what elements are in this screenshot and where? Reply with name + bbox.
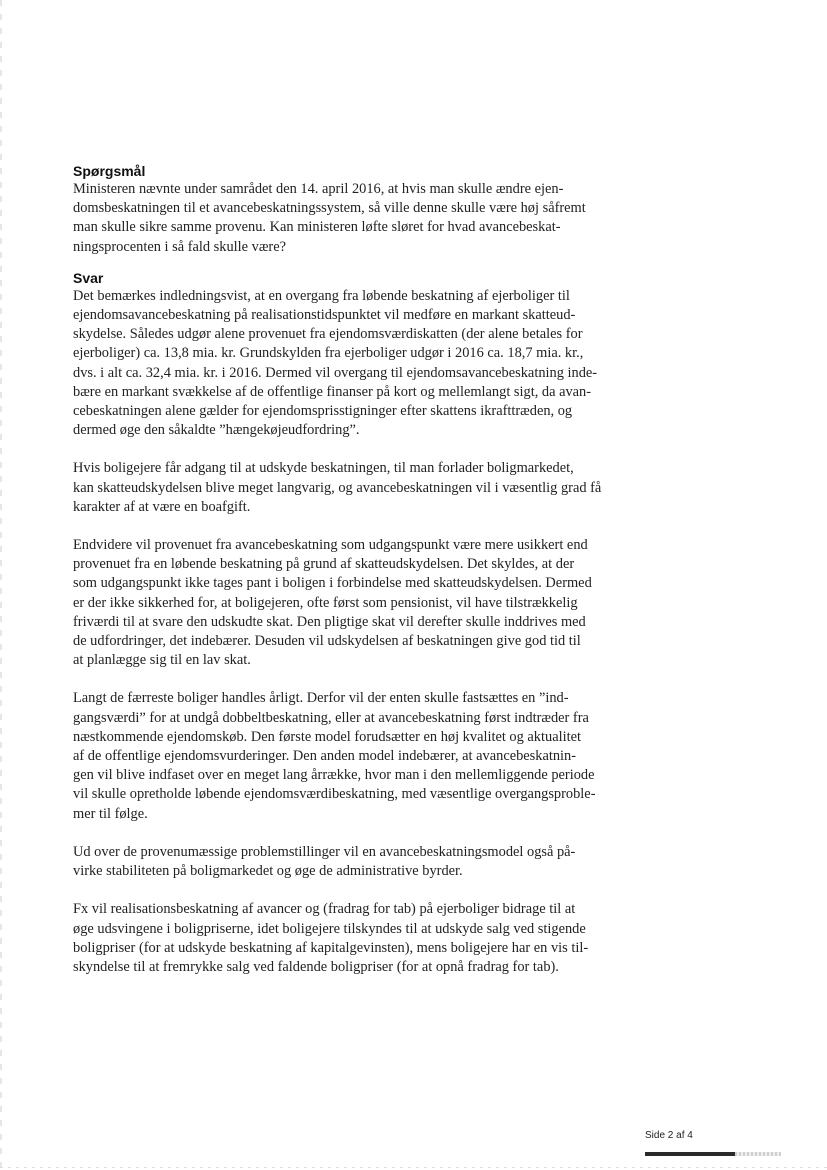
- text-line: Hvis boligejere får adgang til at udskyde beskatningen, til man forlader boligmarkedet,: [73, 460, 574, 477]
- section-heading: Spørgsmål: [73, 163, 146, 179]
- paragraph: [73, 536, 613, 670]
- text-line: dermed øge den såkaldte ”hængekøjeudfordring”.: [73, 422, 360, 439]
- text-line: ejerboliger) ca. 13,8 mia. kr. Grundskylden fra ejerboliger udgør i 2016 ca. 18,7 mia. kr.,: [73, 345, 584, 362]
- text-line: kan skatteudskydelsen blive meget langvarig, og avancebeskatningen vil i væsentlig grad få: [73, 479, 602, 496]
- paragraph: [73, 459, 613, 517]
- text-line: gen vil blive indfaset over en meget lang årrække, hvor man i den mellemliggende periode: [73, 767, 595, 784]
- footer-rule: [645, 1152, 781, 1156]
- text-line: bære en markant svækkelse af de offentlige finanser på kort og mellemlangt sigt, da avan-: [73, 383, 592, 400]
- page-number: Side 2 af 4: [645, 1130, 693, 1141]
- scan-edge-bottom: [0, 1167, 827, 1168]
- text-line: karakter af at være en boafgift.: [73, 498, 251, 515]
- text-line: domsbeskatningen til et avancebeskatningssystem, så ville denne skulle være høj såfremt: [73, 200, 586, 217]
- paragraph-spacer: [73, 670, 613, 689]
- scan-edge-left: [0, 0, 2, 1170]
- text-line: Fx vil realisationsbeskatning af avancer og (fradrag for tab) på ejerboliger bidrage til at: [73, 901, 576, 918]
- section-0: [73, 162, 613, 257]
- text-line: gangsværdi” for at undgå dobbeltbeskatning, eller at avancebeskatning først indtræder fra: [73, 709, 589, 726]
- text-line: man skulle sikre samme provenu. Kan ministeren løfte sløret for hvad avancebeskat-: [73, 219, 561, 236]
- text-line: skydelse. Således udgør alene provenuet fra ejendomsværdiskatten (der alene betales for: [73, 326, 583, 343]
- text-line: Langt de færreste boliger handles årligt. Derfor vil der enten skulle fastsættes en ”ind-: [73, 690, 569, 707]
- text-line: Ud over de provenumæssige problemstillinger vil en avancebeskatningsmodel også på-: [73, 843, 576, 860]
- text-line: er der ikke sikkerhed for, at boligejeren, ofte først som pensionist, vil have tilstrækkelig: [73, 594, 578, 611]
- paragraph: [73, 180, 613, 257]
- text-line: cebeskatningen alene gælder for ejendomsprisstigninger efter skattens ikrafttræden, og: [73, 403, 573, 420]
- text-line: skyndelse til at fremrykke salg ved faldende boligpriser (for at opnå fradrag for tab).: [73, 958, 559, 975]
- paragraph: [73, 689, 613, 823]
- text-line: af de offentlige ejendomsvurderinger. Den anden model indebærer, at avancebeskatnin-: [73, 748, 577, 765]
- text-line: næstkommende ejendomskøb. Den første model forudsætter en høj kvalitet og aktualitet: [73, 728, 581, 745]
- text-line: virke stabiliteten på boligmarkedet og øge de administrative byrder.: [73, 863, 463, 880]
- text-line: Endvidere vil provenuet fra avancebeskatning som udgangspunkt være mere usikkert end: [73, 537, 588, 554]
- paragraph-spacer: [73, 440, 613, 459]
- text-line: at planlægge sig til en lav skat.: [73, 652, 251, 669]
- text-line: de udfordringer, det indebærer. Desuden vil udskydelsen af beskatningen give god tid til: [73, 633, 581, 650]
- paragraph: [73, 287, 613, 441]
- section-heading: Svar: [73, 269, 104, 286]
- text-line: boligpriser (for at udskyde beskatning af kapitalgevinsten), mens boligejere har en vis til-: [73, 939, 589, 956]
- paragraph-spacer: [73, 517, 613, 536]
- text-line: ejendomsavancebeskatning på realisationstidspunktet vil medføre en markant skatteud-: [73, 307, 576, 324]
- paragraph-spacer: [73, 881, 613, 900]
- footer-rule-faded: [735, 1152, 781, 1156]
- text-line: som udgangspunkt ikke tages pant i boligen i forbindelse med skatteudskydelsen. Dermed: [73, 575, 592, 592]
- text-line: Ministeren nævnte under samrådet den 14. april 2016, at hvis man skulle ændre ejen-: [73, 181, 564, 197]
- text-line: friværdi til at svare den udskudte skat. Den pligtige skat vil derefter skulle inddrives med: [73, 613, 586, 630]
- paragraph-spacer: [73, 824, 613, 843]
- text-line: vil skulle opretholde løbende ejendomsværdibeskatning, med væsentlige overgangsproble-: [73, 786, 596, 803]
- text-line: ningsprocenten i så fald skulle være?: [73, 238, 286, 255]
- section-1: [73, 269, 613, 977]
- text-line: dvs. i alt ca. 32,4 mia. kr. i 2016. Dermed vil overgang til ejendomsavancebeskatning inde-: [73, 364, 598, 381]
- paragraph: [73, 900, 613, 977]
- text-line: øge udsvingene i boligpriserne, idet boligejere tilskyndes til at udskyde salg ved stigende: [73, 920, 586, 937]
- footer-rule-solid: [645, 1152, 735, 1156]
- document-body: [73, 162, 613, 977]
- paragraph: [73, 843, 613, 881]
- text-line: provenuet fra en løbende beskatning på grund af skatteudskydelsen. Det skyldes, at der: [73, 556, 575, 573]
- text-line: mer til følge.: [73, 805, 148, 822]
- section-spacer: [73, 257, 613, 269]
- text-line: Det bemærkes indledningsvist, at en overgang fra løbende beskatning af ejerboliger til: [73, 287, 570, 304]
